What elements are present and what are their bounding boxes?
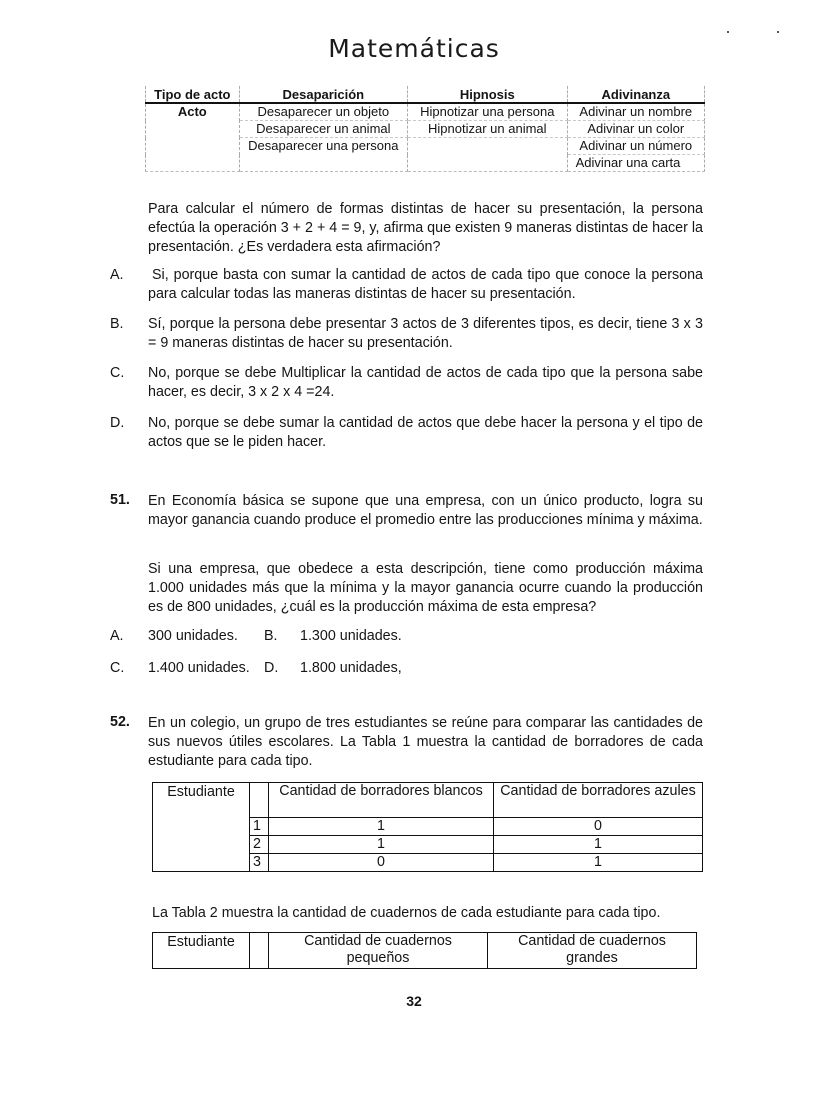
option-a-text: 300 unidades.	[148, 628, 238, 644]
option-a-text: Si, porque basta con sumar la cantidad de actos de cada tipo que conoce la persona para calcular todas las maneras distintas de hacer su presentación.	[148, 267, 703, 302]
table-2	[152, 932, 697, 969]
option-c-text: No, porque se debe Multiplicar la cantidad de actos de cada tipo que la persona sabe hacer, es decir, 3 x 2 x 4 =24.	[148, 365, 703, 400]
option-letter-a: A.	[110, 628, 124, 644]
option-letter-a: A.	[110, 267, 124, 283]
option-b-text: Sí, porque la persona debe presentar 3 actos de 3 diferentes tipos, es decir, tiene 3 x 3 = 9 maneras distintas de hacer su presentación.	[148, 316, 703, 351]
table-cell	[408, 138, 568, 155]
header-desaparicion: Desaparición	[239, 86, 407, 103]
table-cell: 0	[494, 818, 703, 836]
question-52-para1: En un colegio, un grupo de tres estudiantes se reúne para comparar las cantidades de sus nuevos útiles escolares. La Tabla 1 muestra la cantidad de borradores de cada estudiante para cada tipo.	[148, 715, 703, 769]
table-cell: Hipnotizar un animal	[408, 121, 568, 138]
question-51-number: 51.	[110, 492, 130, 508]
table-cell: 1	[494, 836, 703, 854]
student-number: 3	[250, 854, 269, 872]
question-50-stem: Para calcular el número de formas distintas de hacer su presentación, la persona efectúa la operación 3 + 2 + 4 = 9, y, afirma que existen 9 maneras distintas de hacer la presentación. ¿Es verdadera esta afirmación?	[148, 201, 703, 255]
option-letter-d: D.	[264, 660, 279, 676]
page-title: Matemáticas	[328, 34, 500, 63]
option-letter-d: D.	[110, 415, 125, 431]
table-1	[152, 782, 703, 872]
option-d-text: No, porque se debe sumar la cantidad de actos que debe hacer la persona y el tipo de actos que se le piden hacer.	[148, 415, 703, 450]
header-cuadernos-grandes: Cantidad de cuadernos grandes	[488, 933, 697, 969]
table-cell: 1	[269, 818, 494, 836]
question-52-para2: La Tabla 2 muestra la cantidad de cuadernos de cada estudiante para cada tipo.	[152, 905, 661, 921]
table-cell: Desaparecer un animal	[239, 121, 407, 138]
question-51-para2: Si una empresa, que obedece a esta descripción, tiene como producción máxima 1.000 unidades más que la mínima y la mayor ganancia ocurre cuando la producción es de 800 unidades, ¿cuál es la producción máxima de esta empresa?	[148, 561, 703, 615]
header-tipo-de-acto: Tipo de acto	[146, 86, 240, 103]
scan-speck	[727, 31, 729, 33]
table-cell: 0	[269, 854, 494, 872]
option-b-text: 1.300 unidades.	[300, 628, 402, 644]
student-number: 2	[250, 836, 269, 854]
option-letter-c: C.	[110, 660, 125, 676]
question-51-para1: En Economía básica se supone que una empresa, con un único producto, logra su mayor ganancia cuando produce el promedio entre las producciones mínima y máxima.	[148, 493, 703, 528]
table-cell: Adivinar un color	[567, 121, 704, 138]
option-c-text: 1.400 unidades.	[148, 660, 250, 676]
header-estudiante: Estudiante	[153, 783, 250, 872]
header-blank	[250, 783, 269, 818]
header-blank	[250, 933, 269, 969]
table-cell: 1	[494, 854, 703, 872]
row-label-acto: Acto	[146, 103, 240, 172]
student-number: 1	[250, 818, 269, 836]
table-cell: Adivinar una carta	[567, 155, 704, 172]
option-d-text: 1.800 unidades,	[300, 660, 402, 676]
header-hipnosis: Hipnosis	[408, 86, 568, 103]
scan-speck	[777, 31, 779, 33]
header-borradores-azules: Cantidad de borradores azules	[494, 783, 703, 818]
option-letter-b: B.	[264, 628, 278, 644]
header-estudiante: Estudiante	[153, 933, 250, 969]
header-cuadernos-pequenos: Cantidad de cuadernos pequeños	[269, 933, 488, 969]
option-letter-b: B.	[110, 316, 124, 332]
acts-table	[145, 86, 705, 172]
question-52-number: 52.	[110, 714, 130, 730]
table-cell	[408, 155, 568, 172]
table-cell: Hipnotizar una persona	[408, 103, 568, 121]
table-cell: 1	[269, 836, 494, 854]
option-letter-c: C.	[110, 365, 125, 381]
table-cell: Adivinar un nombre	[567, 103, 704, 121]
table-cell: Desaparecer un objeto	[239, 103, 407, 121]
table-cell	[239, 155, 407, 172]
table-cell: Adivinar un número	[567, 138, 704, 155]
header-borradores-blancos: Cantidad de borradores blancos	[269, 783, 494, 818]
header-adivinanza: Adivinanza	[567, 86, 704, 103]
table-cell: Desaparecer una persona	[239, 138, 407, 155]
page-number: 32	[406, 993, 422, 1009]
